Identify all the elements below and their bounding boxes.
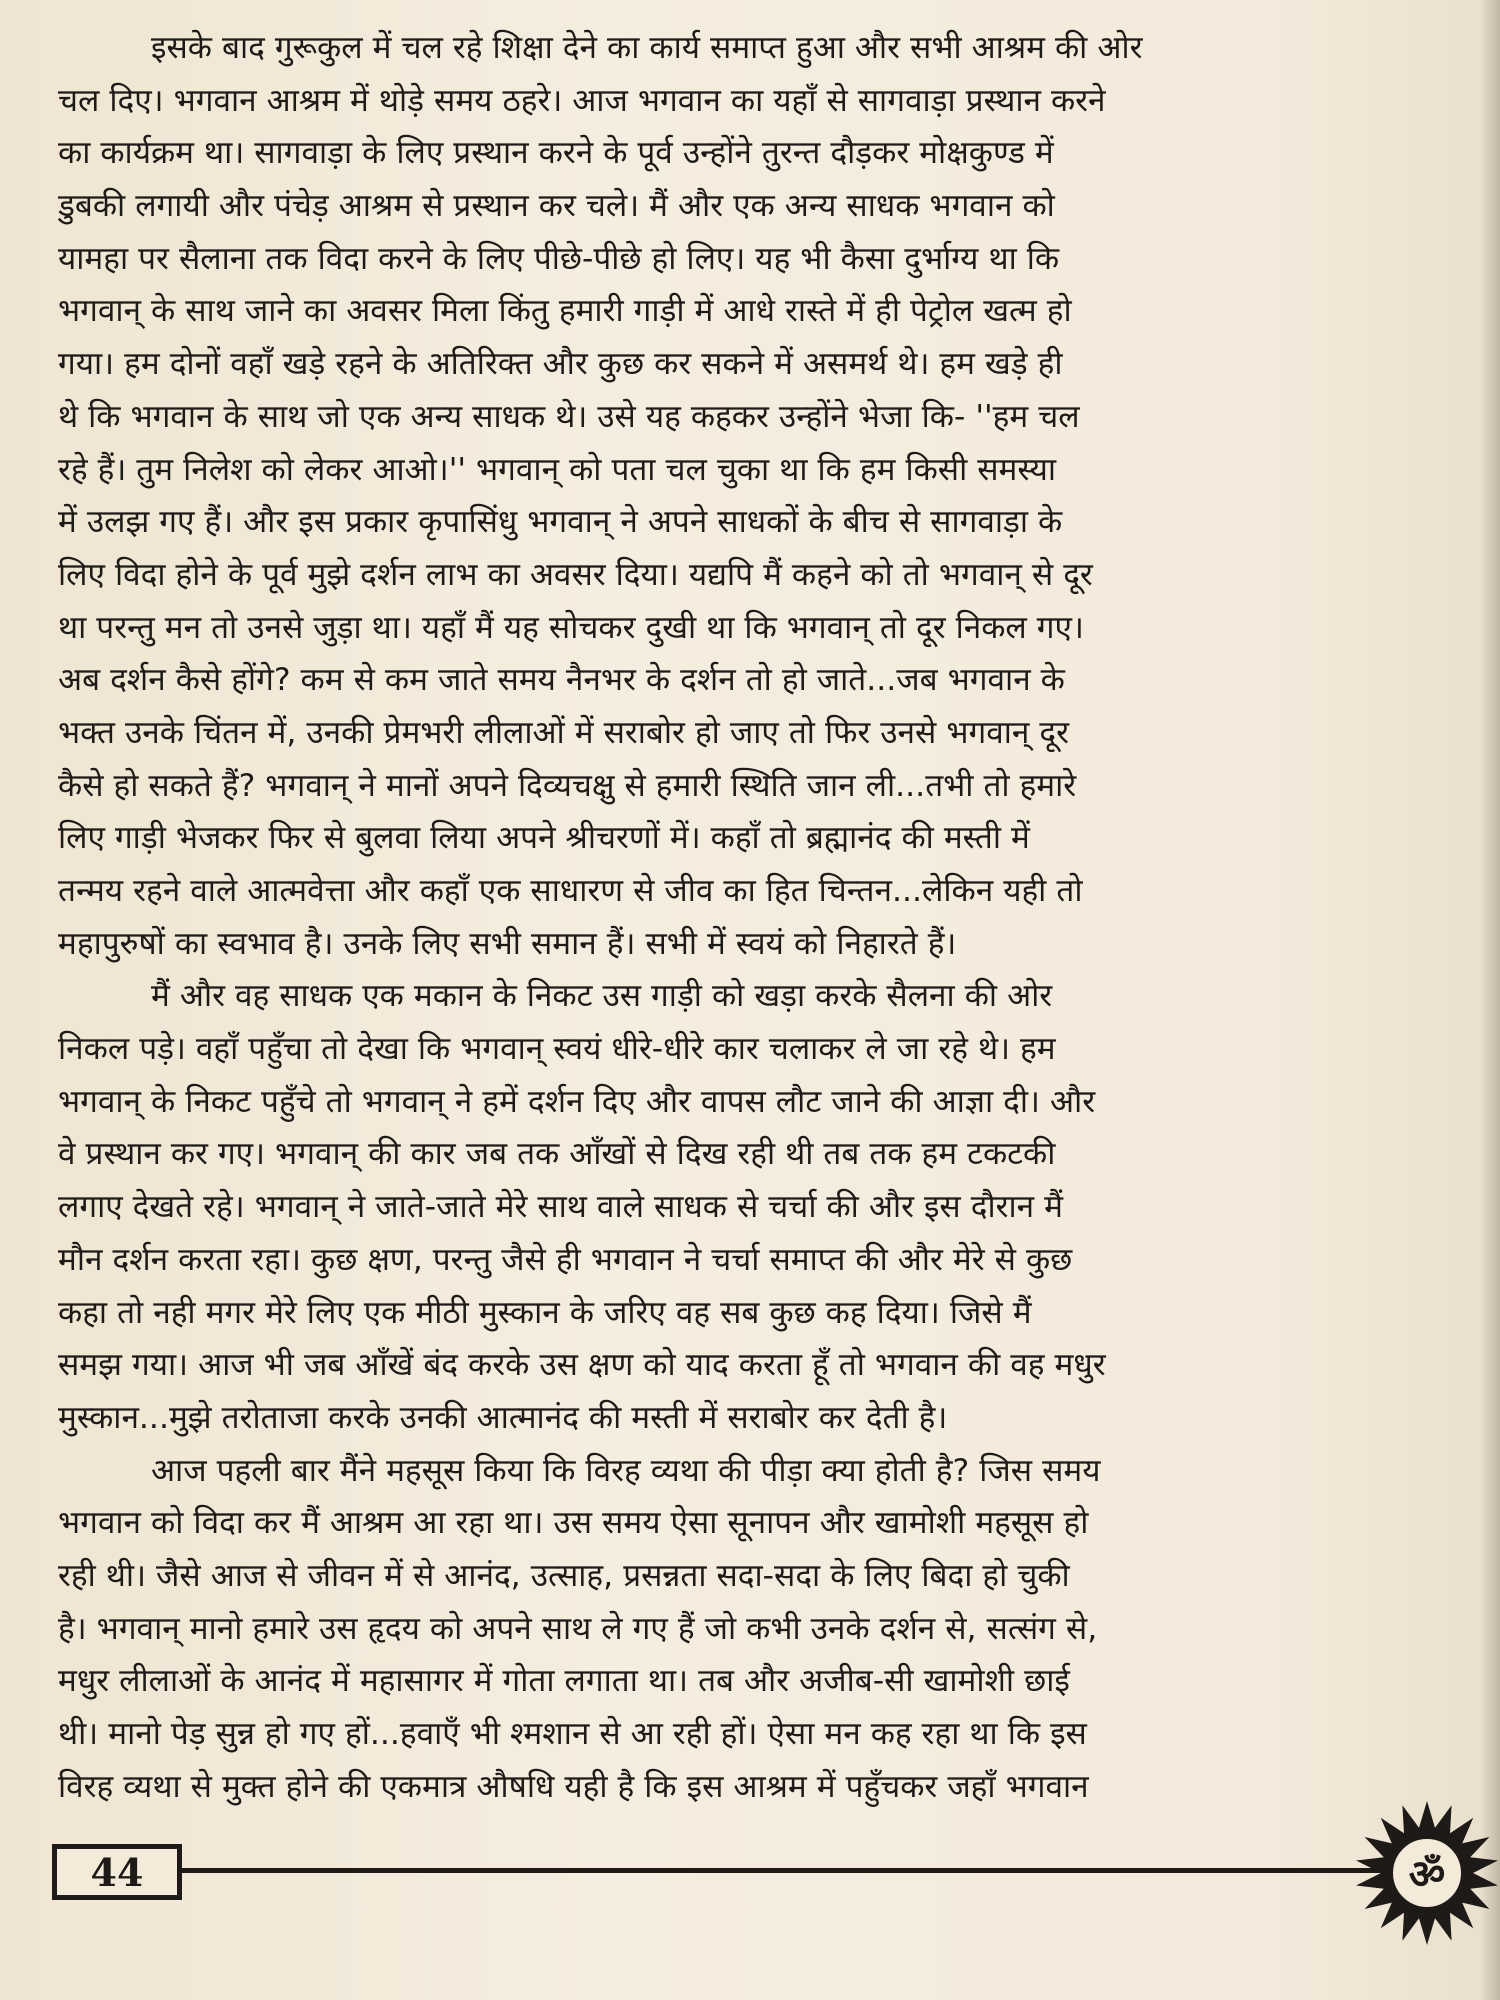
- page-number: 44: [52, 1844, 182, 1900]
- text-line: मुस्कान...मुझे तरोताजा करके उनकी आत्मानंद की मस्ती में सराबोर कर देती है।: [58, 1399, 948, 1436]
- text-line: अब दर्शन कैसे होंगे? कम से कम जाते समय नैनभर के दर्शन तो हो जाते...जब भगवान के: [58, 662, 1065, 699]
- text-line: थी। मानो पेड़ सुन्न हो गए हों...हवाएँ भी श्मशान से आ रही हों। ऐसा मन कह रहा था कि इस: [58, 1716, 1087, 1752]
- om-sun-emblem-icon: [1352, 1798, 1500, 1948]
- text-line: भगवान् के साथ जाने का अवसर मिला किंतु हमारी गाड़ी में आधे रास्ते में ही पेट्रोल खत्म हो: [58, 293, 1072, 330]
- text-line: लिए विदा होने के पूर्व मुझे दर्शन लाभ का अवसर दिया। यद्यपि मैं कहने को तो भगवान् से दूर: [58, 556, 1093, 593]
- text-line: लिए गाड़ी भेजकर फिर से बुलवा लिया अपने श्रीचरणों में। कहाँ तो ब्रह्मानंद की मस्ती में: [58, 820, 1030, 857]
- text-line: में उलझ गए हैं। और इस प्रकार कृपासिंधु भगवान् ने अपने साधकों के बीच से सागवाड़ा के: [58, 504, 1063, 541]
- body-text: [58, 22, 1483, 1813]
- text-line: चल दिए। भगवान आश्रम में थोड़े समय ठहरे। आज भगवान का यहाँ से सागवाड़ा प्रस्थान करने: [58, 82, 1106, 119]
- text-line: गया। हम दोनों वहाँ खड़े रहने के अतिरिक्त और कुछ कर सकने में असमर्थ थे। हम खड़े ही: [58, 346, 1063, 383]
- text-line: निकल पड़े। वहाँ पहुँचा तो देखा कि भगवान् स्वयं धीरे-धीरे कार चलाकर ले जा रहे थे। हम: [58, 1031, 1056, 1068]
- text-line: मधुर लीलाओं के आनंद में महासागर में गोता लगाता था। तब और अजीब-सी खामोशी छाई: [58, 1663, 1070, 1700]
- text-line: रही थी। जैसे आज से जीवन में से आनंद, उत्साह, प्रसन्नता सदा-सदा के लिए बिदा हो चुकी: [58, 1557, 1070, 1594]
- text-line: रहे हैं। तुम निलेश को लेकर आओ।'' भगवान् को पता चल चुका था कि हम किसी समस्या: [58, 451, 1057, 488]
- text-line: लगाए देखते रहे। भगवान् ने जाते-जाते मेरे साथ वाले साधक से चर्चा की और इस दौरान मैं: [58, 1189, 1064, 1226]
- text-line: मैं और वह साधक एक मकान के निकट उस गाड़ी को खड़ा करके सैलना की ओर: [151, 978, 1053, 1015]
- page-footer: [52, 1838, 1482, 1938]
- footer-rule: [182, 1868, 1402, 1873]
- text-line: कैसे हो सकते हैं? भगवान् ने मानों अपने दिव्यचक्षु से हमारी स्थिति जान ली...तभी तो हमारे: [58, 767, 1077, 804]
- text-line: तन्मय रहने वाले आत्मवेत्ता और कहाँ एक साधारण से जीव का हित चिन्तन...लेकिन यही तो: [58, 873, 1083, 909]
- text-line: डुबकी लगायी और पंचेड़ आश्रम से प्रस्थान कर चले। मैं और एक अन्य साधक भगवान को: [58, 188, 1055, 225]
- text-line: भगवान को विदा कर मैं आश्रम आ रहा था। उस समय ऐसा सूनापन और खामोशी महसूस हो: [58, 1505, 1089, 1542]
- text-line: यामहा पर सैलाना तक विदा करने के लिए पीछे-पीछे हो लिए। यह भी कैसा दुर्भाग्य था कि: [58, 240, 1060, 277]
- text-line: विरह व्यथा से मुक्त होने की एकमात्र औषधि यही है कि इस आश्रम में पहुँचकर जहाँ भगवान: [58, 1768, 1089, 1805]
- text-line: कहा तो नही मगर मेरे लिए एक मीठी मुस्कान के जरिए वह सब कुछ कह दिया। जिसे मैं: [58, 1294, 1032, 1331]
- text-line: महापुरुषों का स्वभाव है। उनके लिए सभी समान हैं। सभी में स्वयं को निहारते हैं।: [58, 925, 957, 962]
- text-line: आज पहली बार मैंने महसूस किया कि विरह व्यथा की पीड़ा क्या होती है? जिस समय: [151, 1452, 1101, 1489]
- text-line: भगवान् के निकट पहुँचे तो भगवान् ने हमें दर्शन दिए और वापस लौट जाने की आज्ञा दी। और: [58, 1083, 1096, 1120]
- text-line: थे कि भगवान के साथ जो एक अन्य साधक थे। उसे यह कहकर उन्होंने भेजा कि- ''हम चल: [58, 398, 1080, 435]
- text-line: वे प्रस्थान कर गए। भगवान् की कार जब तक आँखों से दिख रही थी तब तक हम टकटकी: [58, 1136, 1056, 1173]
- text-line: भक्त उनके चिंतन में, उनकी प्रेमभरी लीलाओं में सराबोर हो जाए तो फिर उनसे भगवान् दूर: [58, 714, 1069, 751]
- text-line: मौन दर्शन करता रहा। कुछ क्षण, परन्तु जैसे ही भगवान ने चर्चा समाप्त की और मेरे से कुछ: [58, 1241, 1073, 1278]
- text-line: था परन्तु मन तो उनसे जुड़ा था। यहाँ मैं यह सोचकर दुखी था कि भगवान् तो दूर निकल गए।: [58, 609, 1084, 646]
- paragraph-1: [58, 22, 1483, 970]
- text-line: इसके बाद गुरूकुल में चल रहे शिक्षा देने का कार्य समाप्त हुआ और सभी आश्रम की ओर: [151, 30, 1143, 66]
- text-line: है। भगवान् मानो हमारे उस हृदय को अपने साथ ले गए हैं जो कभी उनके दर्शन से, सत्संग से,: [58, 1610, 1098, 1647]
- paragraph-3: [58, 1445, 1483, 1814]
- page-edge-shadow: [1480, 0, 1500, 2000]
- text-line: समझ गया। आज भी जब आँखें बंद करके उस क्षण को याद करता हूँ तो भगवान की वह मधुर: [58, 1347, 1106, 1384]
- paragraph-2: [58, 970, 1483, 1444]
- text-line: का कार्यक्रम था। सागवाड़ा के लिए प्रस्थान करने के पूर्व उन्होंने तुरन्त दौड़कर मोक्षकुण्ड में: [58, 135, 1054, 172]
- om-symbol: ॐ: [1408, 1852, 1446, 1898]
